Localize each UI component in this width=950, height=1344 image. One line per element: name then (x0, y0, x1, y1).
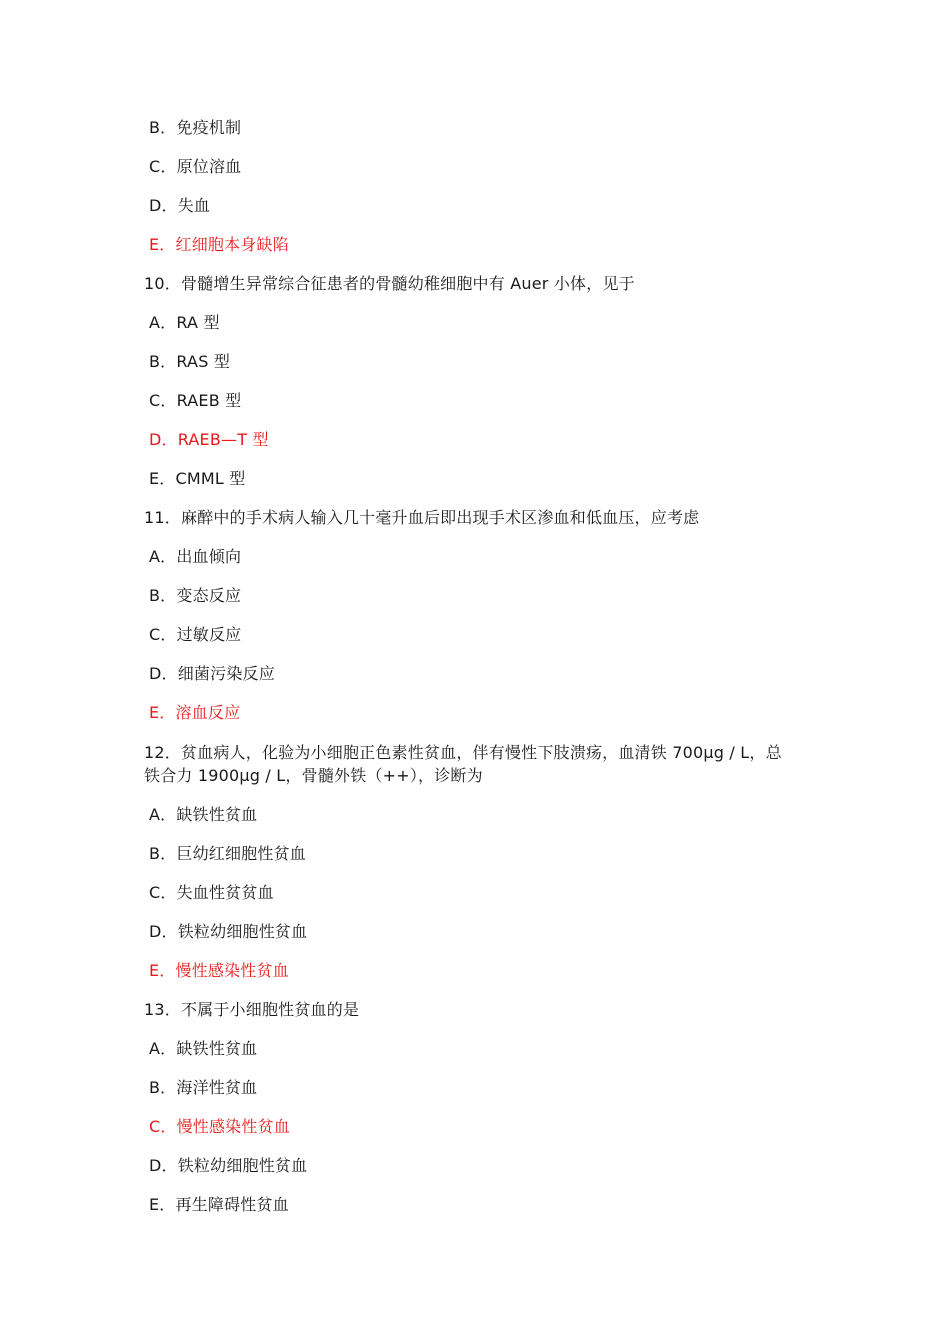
option-c: C．RAEB 型 (149, 391, 242, 410)
option-b: B．RAS 型 (149, 352, 231, 371)
option-d: D．铁粒幼细胞性贫血 (149, 922, 308, 941)
option-e-answer: E．红细胞本身缺陷 (149, 235, 289, 254)
option-d: D．细菌污染反应 (149, 664, 275, 683)
option-b: B．巨幼红细胞性贫血 (149, 844, 306, 863)
option-c: C．过敏反应 (149, 625, 242, 644)
option-b: B．免疫机制 (149, 118, 242, 137)
option-b: B．海洋性贫血 (149, 1078, 258, 1097)
option-d-answer: D．RAEB—T 型 (149, 430, 269, 449)
question-10: 10．骨髓增生异常综合征患者的骨髓幼稚细胞中有 Auer 小体，见于 (144, 274, 635, 293)
question-13: 13．不属于小细胞性贫血的是 (144, 1000, 360, 1019)
option-c: C．原位溶血 (149, 157, 242, 176)
question-12: 12．贫血病人，化验为小细胞正色素性贫血，伴有慢性下肢溃疡，血清铁 700μg / L，总铁合力 1900μg / L，骨髓外铁（++），诊断为 (144, 743, 782, 785)
option-a: A．缺铁性贫血 (149, 1039, 258, 1058)
option-a: A．RA 型 (149, 313, 220, 332)
option-e-answer: E．慢性感染性贫血 (149, 961, 289, 980)
option-e: E．CMML 型 (149, 469, 246, 488)
option-e: E．再生障碍性贫血 (149, 1195, 289, 1214)
option-b: B．变态反应 (149, 586, 242, 605)
option-c-answer: C．慢性感染性贫血 (149, 1117, 290, 1136)
option-d: D．失血 (149, 196, 211, 215)
option-c: C．失血性贫贫血 (149, 883, 274, 902)
question-11: 11．麻醉中的手术病人输入几十毫升血后即出现手术区渗血和低血压，应考虑 (144, 508, 700, 527)
option-a: A．缺铁性贫血 (149, 805, 258, 824)
option-a: A．出血倾向 (149, 547, 242, 566)
option-d: D．铁粒幼细胞性贫血 (149, 1156, 308, 1175)
option-e-answer: E．溶血反应 (149, 703, 241, 722)
